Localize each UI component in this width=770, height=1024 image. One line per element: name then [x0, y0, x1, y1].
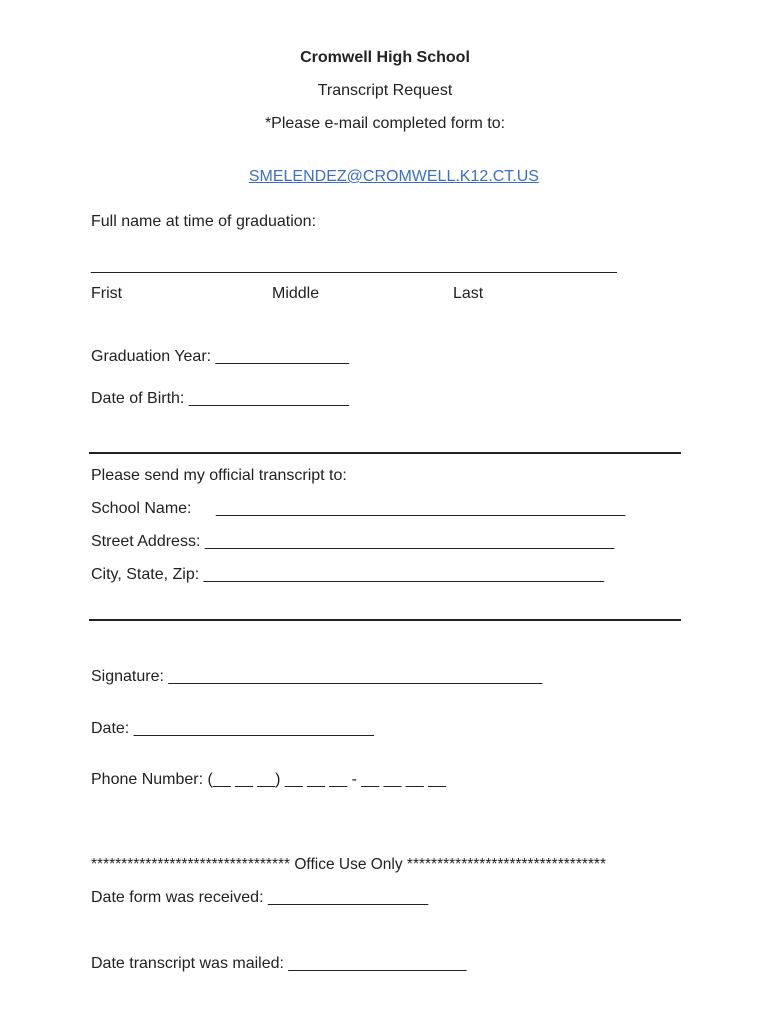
signature-field[interactable]: Signature: __________________________________________	[91, 668, 543, 685]
school-title: Cromwell High School	[300, 49, 470, 66]
full-name-label: Full name at time of graduation:	[91, 213, 317, 230]
date-received-field[interactable]: Date form was received: __________________	[91, 889, 429, 906]
middle-name-label: Middle	[272, 285, 320, 302]
full-name-line[interactable]: _____________________________________________________________	[91, 257, 617, 274]
section-divider	[89, 452, 681, 454]
email-link-row	[0, 147, 770, 207]
send-to-heading: Please send my official transcript to:	[91, 467, 347, 484]
first-name-label: Frist	[91, 285, 123, 302]
email-link[interactable]: SMELENDEZ@CROMWELL.K12.CT.US	[248, 168, 539, 185]
last-name-label: Last	[453, 285, 484, 302]
graduation-year-field[interactable]: Graduation Year: _______________	[91, 348, 350, 365]
date-mailed-field[interactable]: Date transcript was mailed: ____________________	[91, 955, 467, 972]
form-title: Transcript Request	[317, 82, 453, 99]
date-of-birth-field[interactable]: Date of Birth: __________________	[91, 390, 349, 407]
phone-number-field[interactable]: Phone Number: (__ __ __) __ __ __ - __ __ __ __	[91, 771, 446, 788]
section-divider	[89, 619, 681, 621]
school-name-label: School Name:	[91, 500, 192, 517]
city-state-zip-field[interactable]: City, State, Zip: _____________________________________________	[91, 566, 605, 583]
office-use-banner: ********************************* Office Use Only *********************************	[91, 856, 606, 873]
instruction-text: *Please e-mail completed form to:	[264, 115, 506, 132]
school-name-field[interactable]: ______________________________________________	[216, 500, 626, 517]
date-field[interactable]: Date: ___________________________	[91, 720, 374, 737]
street-address-field[interactable]: Street Address: ______________________________________________	[91, 533, 615, 550]
